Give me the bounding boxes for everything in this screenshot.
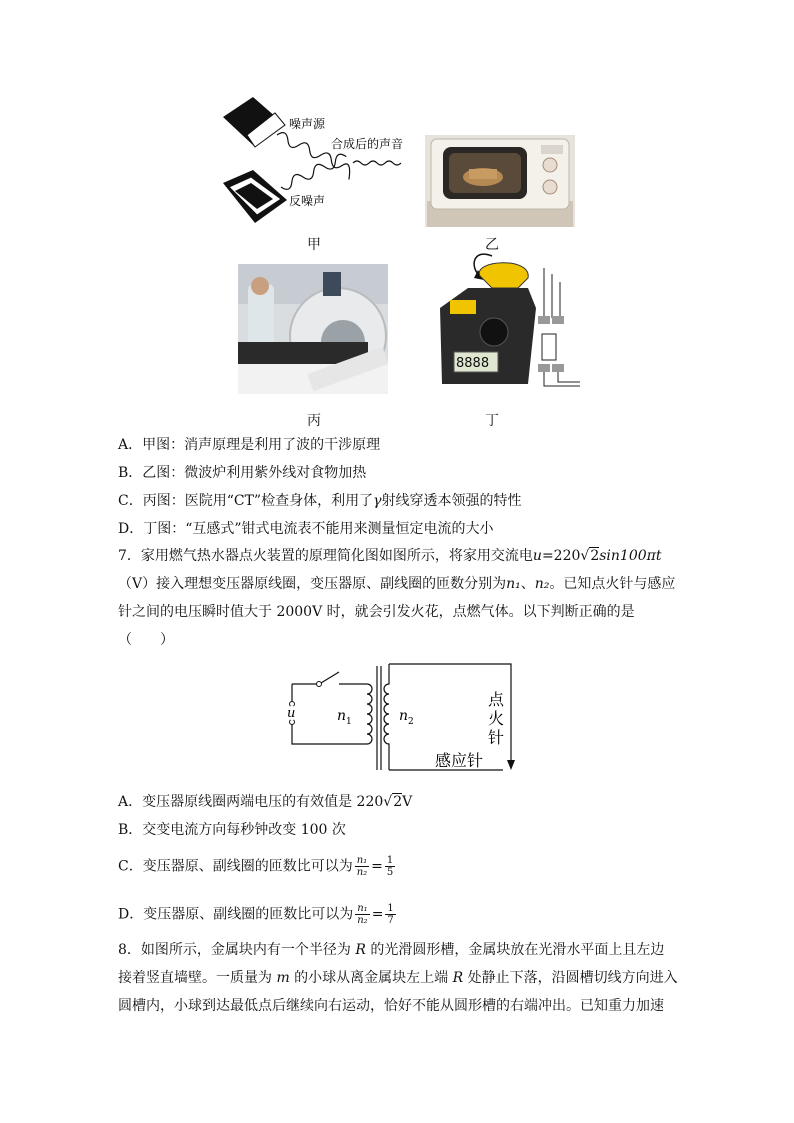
secondary-coil [384,664,389,770]
primary-coil [363,684,372,744]
q7-option-a-pre: A．变压器原线圈两端电压的有效值是 220 [118,794,384,810]
switch-blade [321,672,339,683]
q7-stem-n1: n₁ [506,576,521,592]
q7-option-d-ratio-value: $\frac{1}{7}$ [387,903,394,926]
q8-var-R2: R [452,970,464,986]
caption-ding: 丁 [485,413,499,429]
q7-answer-bracket: （ ） [118,632,174,648]
knob-icon-lower [543,180,557,194]
q6-option-c [118,491,521,511]
dial-icon [480,318,508,346]
ignition-needle-tip [507,760,515,770]
caption-bing: 丙 [307,413,321,429]
q8-var-m: m [276,970,290,986]
q7-option-a: A．变压器原线圈两端电压的有效值是 220√2V [118,794,413,810]
q7-stem-2: （V）接入理想变压器原线圈，变压器原、副线圈的匝数分别为 [118,576,507,592]
q7-stem-n2: n₂ [534,576,550,592]
q7-stem-1: 7．家用燃气热水器点火装置的原理简化图如图所示，将家用交流电 [118,548,533,564]
label-n1-sub: 1 [346,717,352,727]
q8-line-3: 圆槽内，小球到达最低点后继续向右运动，恰好不能从圆形槽的右端冲出。已知重力加速 [118,998,664,1014]
q7-option-c-ratio-n: $\frac{\text{n₁}}{\text{n₂}}$ [356,855,368,878]
q7-option-a-post: V [402,794,413,810]
q7-option-c-pre: C．变压器原、副线圈的匝数比可以为 [118,858,353,875]
svg-text:8888: 8888 [456,356,490,371]
q7-stem-3: 。已知点火针与感应针之间的电压瞬时值大于 2000V 时，就会引发火花，点燃气体。以下判断正确的是 [118,576,676,620]
figure-yi-microwave [425,135,575,227]
q7-option-d [118,903,398,926]
switch-contact-left [317,682,322,687]
label-ignite-3: 针 [488,728,505,747]
q8-line-1a: 8．如图所示，金属块内有一个半径为 [118,942,356,958]
q6-option-c-pre: C．丙图：医院用“CT”检查身体，利用了 [118,493,374,509]
q7-option-d-pre: D．变压器原、副线圈的匝数比可以为 [118,906,354,923]
label-n2: n [399,708,409,724]
label-sense-needle: 感应针 [435,751,484,770]
q7-stem-sep: 、 [520,576,535,592]
q8-var-R1: R [355,942,366,958]
q7-formula-eq: =220 [541,548,581,564]
q7-option-d-ratio-n: $\frac{\text{n₁}}{\text{n₂}}$ [357,903,368,926]
figure-bing-ct-scan [238,264,388,394]
q7-formula-sqrt: 2 [590,548,600,564]
label-n2-sub: 2 [408,717,414,727]
q8-line-2c: 处静止下落，沿圆槽切线方向进入 [463,970,678,986]
result-wave [353,161,401,165]
q8-line-2b: 的小球从离金属块左上端 [289,970,453,986]
q7-option-c-eq: = [371,858,383,875]
caption-yi: 乙 [485,237,499,253]
label-n1: n [337,708,347,724]
q6-option-c-gamma: γ [373,493,382,509]
q7-option-d-eq: = [371,906,384,923]
speaker-icon-upper [223,97,285,147]
q7-formula-rhs: sin100πt [599,548,662,564]
q7-formula-u: u [532,548,542,564]
q8-line-2a: 接着竖直墙壁。一质量为 [118,970,277,986]
speaker-icon-lower [223,170,287,223]
q7-option-c [118,855,397,878]
q8-line-1b: 的光滑圆形槽，金属块放在光滑水平面上且左边 [365,942,665,958]
caption-jia: 甲 [307,237,321,253]
q7-option-c-ratio-value: $\frac{1}{5}$ [386,855,394,878]
label-ignite-1: 点 [488,690,505,709]
q6-option-c-post: 射线穿透本领强的特性 [381,493,522,509]
q6-option-a: A．甲图：消声原理是利用了波的干涉原理 [118,437,381,453]
knob-icon-upper [543,158,557,172]
figure-jia-noise-cancel [215,95,420,230]
q7-circuit-diagram [285,658,520,776]
q6-option-d: D．丁图：“互感式”钳式电流表不能用来测量恒定电流的大小 [118,521,494,537]
q8-stem [118,936,678,1020]
label-u: u [287,706,296,721]
label-anti-noise: 反噪声 [289,194,326,208]
q7-option-a-sqrt: 2 [393,794,403,810]
label-noise-source: 噪声源 [289,117,326,131]
label-synth-sound: 合成后的声音 [331,137,404,151]
q7-stem: 7．家用燃气热水器点火装置的原理简化图如图所示，将家用交流电u=220√2sin100πt（V）接入理想变压器原线圈，变压器原、副线圈的匝数分别为n₁、n₂。已知点火针与感应针之间的电压瞬时值大于 2000V 时，就会引发火花，点燃气体。以下判断正确的是 （ ） [118,548,676,648]
label-ignite-2: 火 [488,709,505,728]
q6-option-b: B．乙图：微波炉利用紫外线对食物加热 [118,465,367,481]
figure-ding-clamp-meter [432,248,582,398]
q7-option-b: B．交变电流方向每秒钟改变 100 次 [118,822,346,838]
